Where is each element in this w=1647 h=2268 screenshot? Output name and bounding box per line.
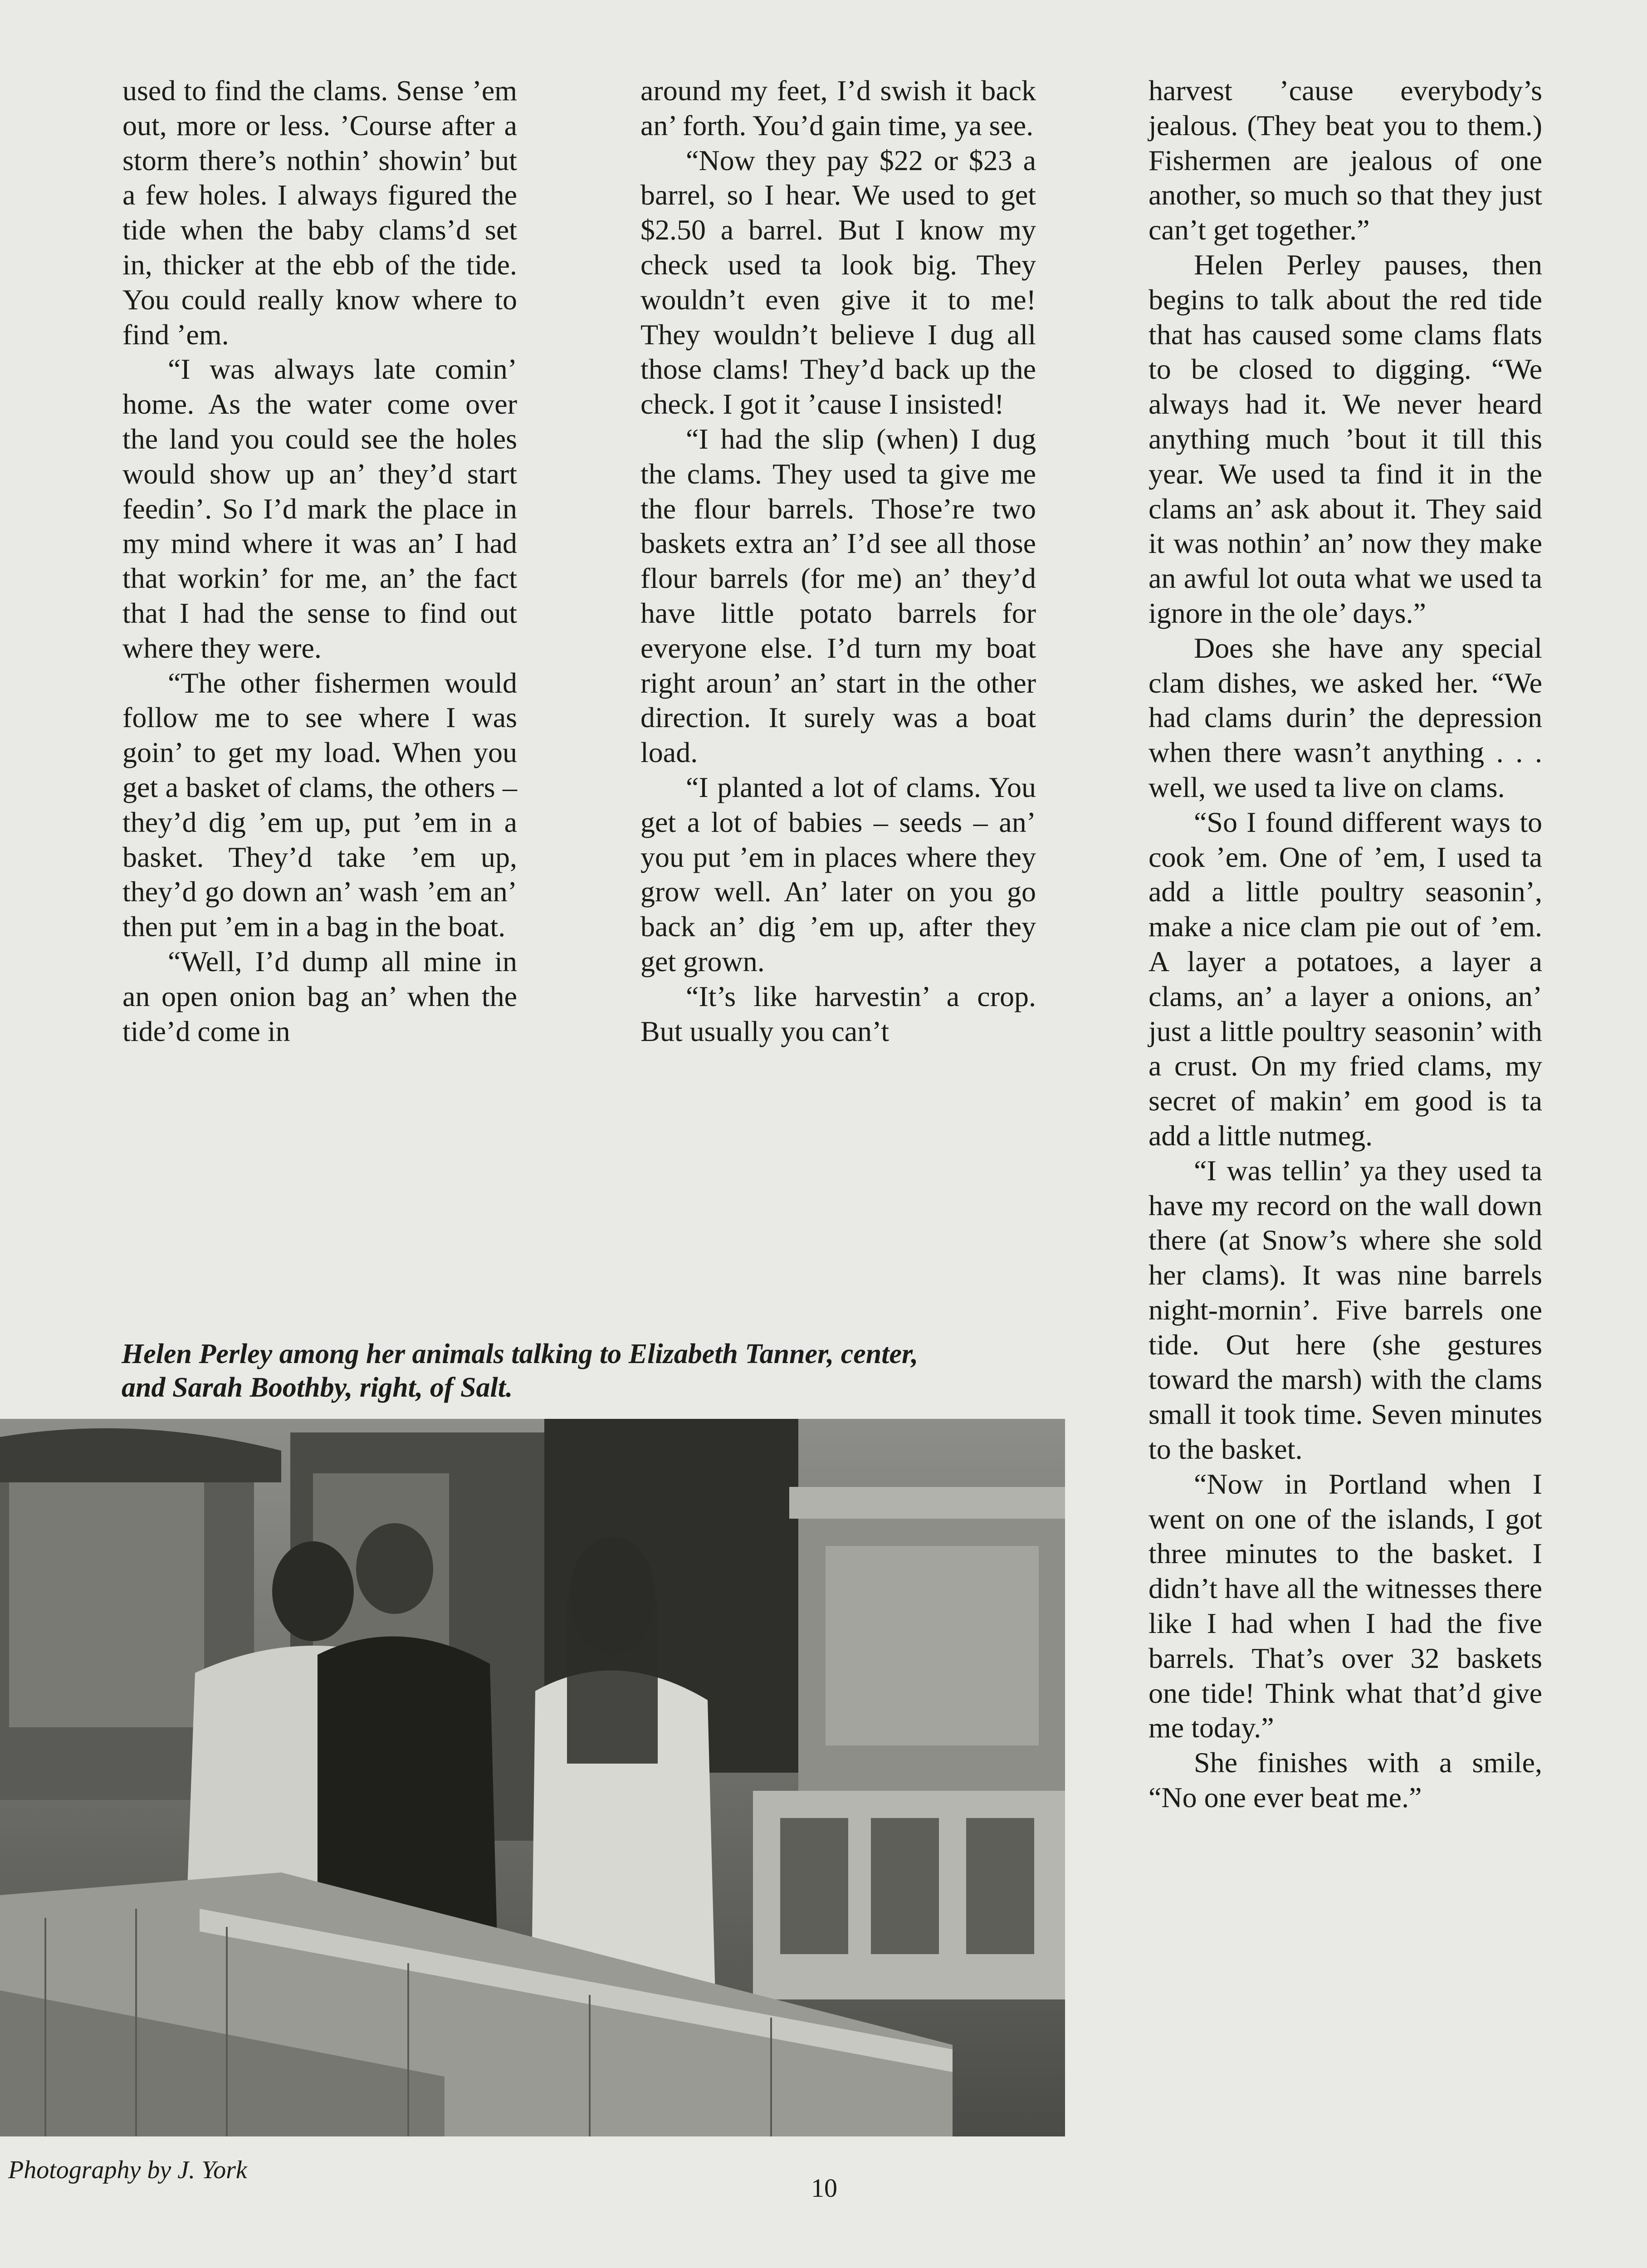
paragraph: “The other fishermen would follow me to see where I was goin’ to get my load. When you get a basket of clams, the others – they’d dig ’em up, put ’em in a basket. They’d take ’em up, they’d go down an’ wash ’em an’ then put ’em in a bag in the boat.: [122, 666, 517, 943]
paragraph: used to find the clams. Sense ’em out, more or less. ’Course after a storm there’s nothin’ showin’ but a few holes. I always figured the tide when the baby clams’d set in, thicker at the ebb of the tide. You could really know where to find ’em.: [122, 74, 517, 351]
paragraph: “I had the slip (when) I dug the clams. They used ta give me the flour barrels. Those’re two baskets extra an’ I’d see all those flour barrels (for me) an’ they’d have little potato barrels for everyone else. I’d turn my boat right aroun’ an’ start in the other direction. It surely was a boat load.: [640, 422, 1036, 769]
paragraph: “Well, I’d dump all mine in an open onion bag an’ when the tide’d come in: [122, 945, 517, 1047]
paragraph: “Now in Portland when I went on one of the islands, I got three minutes to the basket. I didn’t have all the witnesses there like I had when I had the five barrels. That’s over 32 baskets one tide! Think what that’d give me today.”: [1149, 1467, 1542, 1744]
photo-illustration: [0, 1419, 1065, 2136]
page-number: 10: [811, 2173, 837, 2203]
photo-credit: Photography by J. York: [8, 2156, 247, 2184]
paragraph: “I planted a lot of clams. You get a lot of babies – seeds – an’ you put ’em in places where they grow well. An’ later on you go back an’ dig ’em up, after they get grown.: [640, 771, 1036, 978]
photograph: [0, 1419, 1065, 2136]
photo-caption: Helen Perley among her animals talking to Elizabeth Tanner, center, and Sarah Boothby, right, of Salt.: [122, 1339, 919, 1403]
paragraph: “It’s like harvestin’ a crop. But usually you can’t: [640, 980, 1036, 1047]
paragraph: around my feet, I’d swish it back an’ forth. You’d gain time, ya see.: [640, 74, 1036, 142]
text-column-1: [122, 73, 517, 1049]
paragraph: “So I found different ways to cook ’em. One of ’em, I used ta add a little poultry seasonin’, make a nice clam pie out of ’em. A layer a potatoes, a layer a clams, an’ a layer a onions, an’ just a little poultry seasonin’ with a crust. On my fried clams, my secret of makin’ em good is ta add a little nutmeg.: [1149, 806, 1542, 1152]
paragraph: “Now they pay $22 or $23 a barrel, so I hear. We used to get $2.50 a barrel. But I know my check used ta look big. They wouldn’t even give it to me! They wouldn’t believe I dug all those clams! They’d back up the check. I got it ’cause I insisted!: [640, 144, 1036, 420]
text-column-3: [1149, 73, 1542, 1815]
paragraph: harvest ’cause everybody’s jealous. (They beat you to them.) Fishermen are jealous of one another, so much so that they just can’t get together.”: [1149, 74, 1542, 246]
paragraph: Does she have any special clam dishes, we asked her. “We had clams durin’ the depression when there wasn’t anything . . . well, we used ta live on clams.: [1149, 631, 1542, 803]
paragraph: Helen Perley pauses, then begins to talk about the red tide that has caused some clams flats to be closed to digging. “We always had it. We never heard anything much ’bout it till this year. We used ta find it in the clams an’ ask about it. They said it was nothin’ an’ now they make an awful lot outa what we used ta ignore in the ole’ days.”: [1149, 248, 1542, 629]
paragraph: “I was always late comin’ home. As the water come over the land you could see the holes would show up an’ they’d start feedin’. So I’d mark the place in my mind where it was an’ I had that workin’ for me, an’ the fact that I had the sense to find out where they were.: [122, 353, 517, 664]
paragraph: She finishes with a smile, “No one ever beat me.”: [1149, 1746, 1542, 1814]
paragraph: “I was tellin’ ya they used ta have my record on the wall down there (at Snow’s where she sold her clams). It was nine barrels night-mornin’. Five barrels one tide. Out here (she gestures toward the marsh) with the clams small it took time. Seven minutes to the basket.: [1149, 1154, 1542, 1466]
text-column-2: [640, 73, 1036, 1049]
